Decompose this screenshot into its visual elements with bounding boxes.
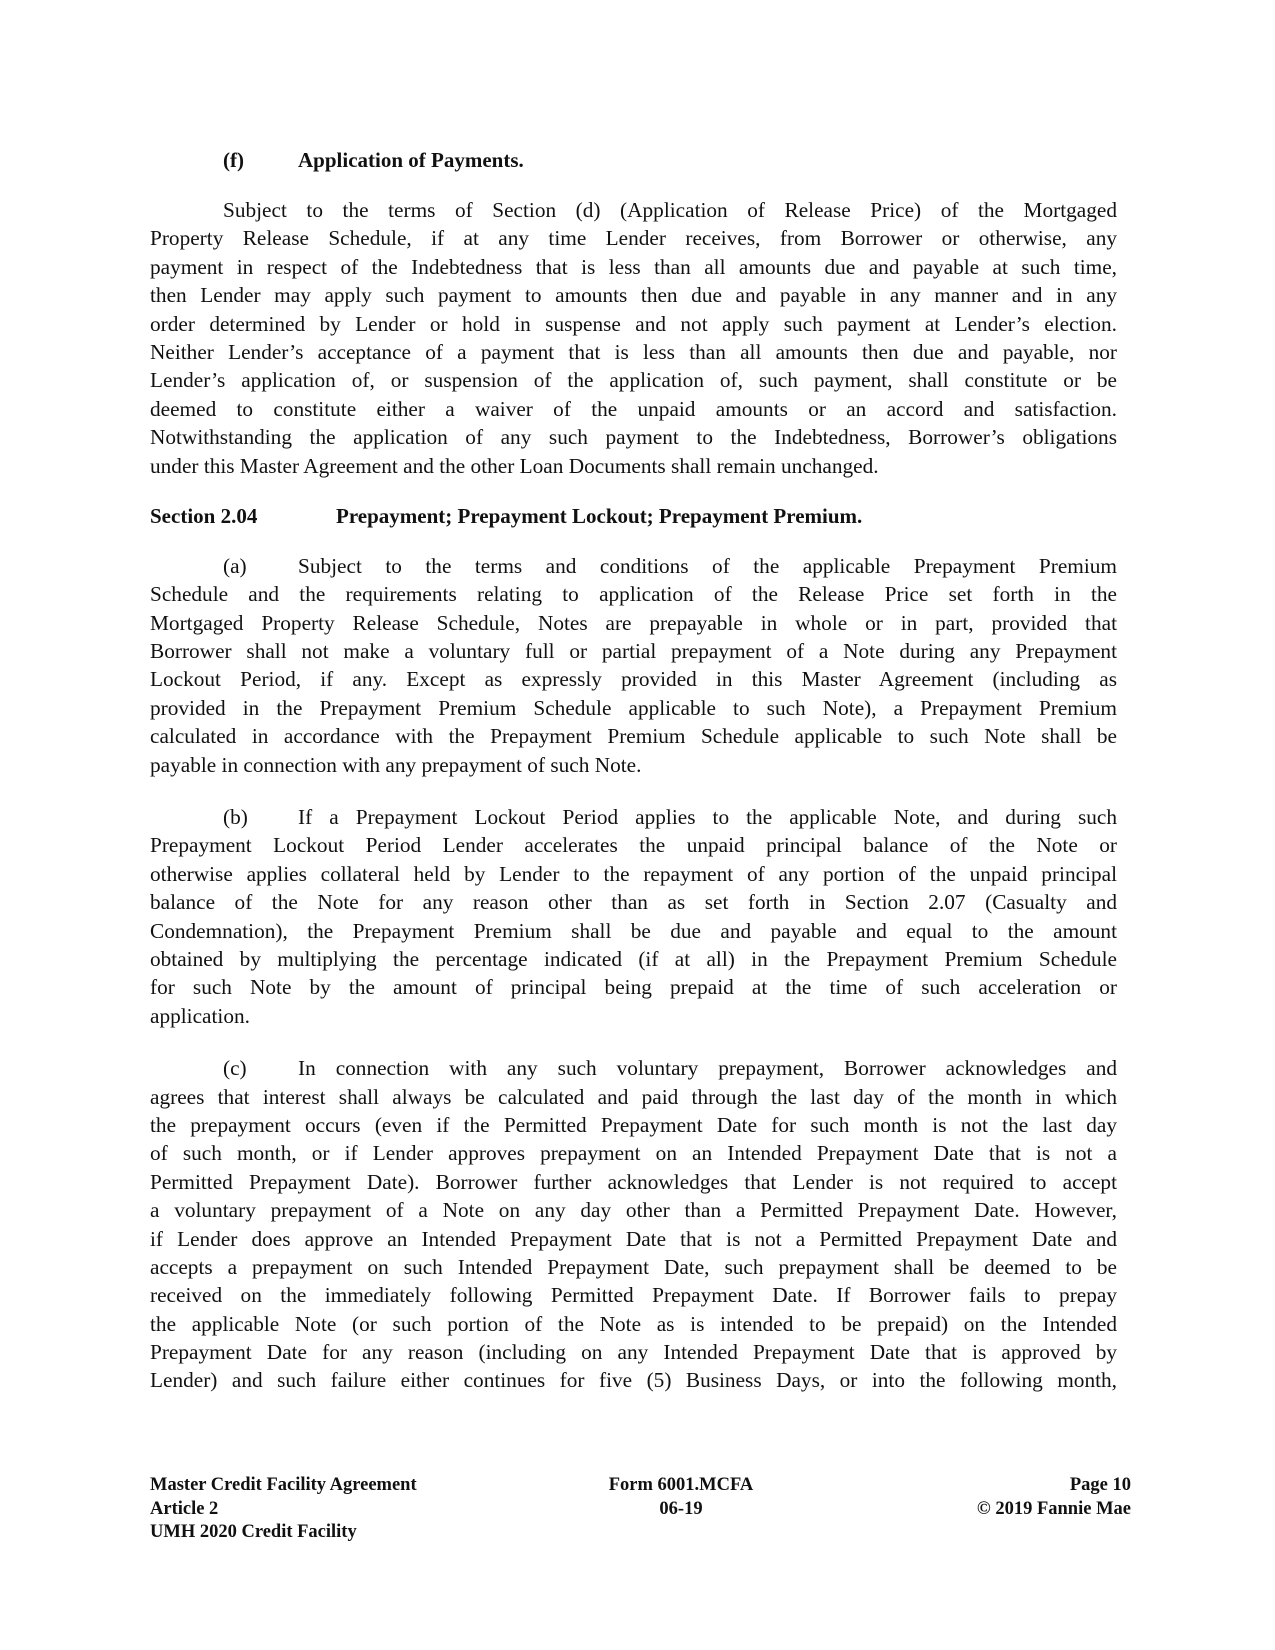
paragraph-line: if Lender does approve an Intended Prepayment Date that is not a Permitted Prepayment Date and [150, 1226, 1117, 1251]
paragraph-line: accepts a prepayment on such Intended Prepayment Date, such prepayment shall be deemed to be [150, 1254, 1117, 1279]
document-body [150, 146, 1117, 1395]
section-title: Prepayment; Prepayment Lockout; Prepayment Premium. [336, 503, 863, 528]
footer-copyright: © 2019 Fannie Mae [976, 1498, 1131, 1519]
paragraph-line: Lockout Period, if any. Except as expressly provided in this Master Agreement (including as [150, 667, 1117, 692]
paragraph-a [150, 552, 1117, 779]
footer-form-date: 06-19 [659, 1498, 703, 1519]
paragraph-line: application. [150, 1003, 250, 1028]
paragraph-line: payable in connection with any prepayment of such Note. [150, 752, 642, 777]
paragraph-line-text: In connection with any such voluntary prepayment, Borrower acknowledges and [298, 1056, 1117, 1081]
footer-facility-name: UMH 2020 Credit Facility [150, 1522, 357, 1542]
footer-form-number: Form 6001.MCFA [608, 1475, 754, 1495]
paragraph-line: Property Release Schedule, if at any time Lender receives, from Borrower or otherwise, any [150, 226, 1117, 251]
paragraph-line: otherwise applies collateral held by Lender to the repayment of any portion of the unpaid principal [150, 861, 1117, 886]
paragraph-line: payment in respect of the Indebtedness that is less than all amounts due and payable at such time, [150, 254, 1117, 279]
paragraph-line [150, 552, 1117, 580]
paragraph-line: the applicable Note (or such portion of the Note as is intended to be prepaid) on the Intended [150, 1311, 1117, 1336]
paragraph-line: under this Master Agreement and the other Loan Documents shall remain unchanged. [150, 453, 879, 478]
paragraph-line: Lender) and such failure either continues for five (5) Business Days, or into the following month, [150, 1368, 1117, 1393]
paragraph-line: order determined by Lender or hold in suspense and not apply such payment at Lender’s election. [150, 311, 1117, 336]
paragraph-line: Prepayment Date for any reason (including on any Intended Prepayment Date that is approved by [150, 1340, 1117, 1365]
section-2-04-heading [150, 502, 1117, 530]
subsection-f-title: Application of Payments. [298, 148, 524, 172]
paragraph-line: of such month, or if Lender approves prepayment on an Intended Prepayment Date that is not a [150, 1141, 1117, 1166]
paragraph-line: Lender’s application of, or suspension of the application of, such payment, shall constitute or be [150, 368, 1117, 393]
paragraph-line: agrees that interest shall always be calculated and paid through the last day of the month in which [150, 1084, 1117, 1109]
paragraph-line: Condemnation), the Prepayment Premium shall be due and payable and equal to the amount [150, 918, 1117, 943]
paragraph-line: deemed to constitute either a waiver of the unpaid amounts or an accord and satisfaction. [150, 396, 1117, 421]
paragraph-line: a voluntary prepayment of a Note on any day other than a Permitted Prepayment Date. However, [150, 1198, 1117, 1223]
paragraph-line: Borrower shall not make a voluntary full or partial prepayment of a Note during any Prepayment [150, 639, 1117, 664]
subsection-f-paragraph [150, 196, 1117, 480]
footer-agreement-name: Master Credit Facility Agreement [150, 1475, 417, 1495]
paragraph-line: Notwithstanding the application of any such payment to the Indebtedness, Borrower’s obligations [150, 425, 1117, 450]
paragraph-line: provided in the Prepayment Premium Schedule applicable to such Note), a Prepayment Premium [150, 695, 1117, 720]
section-number: Section 2.04 [150, 503, 258, 528]
paragraph-line: Neither Lender’s acceptance of a payment that is less than all amounts then due and payable, nor [150, 339, 1117, 364]
subsection-f-heading [150, 146, 1117, 174]
paragraph-line: obtained by multiplying the percentage indicated (if at all) in the Prepayment Premium Schedule [150, 946, 1117, 971]
footer-left [150, 1474, 417, 1545]
paragraph-line: for such Note by the amount of principal being prepaid at the time of such acceleration or [150, 975, 1117, 1000]
paragraph-a-label: (a) [223, 553, 247, 578]
paragraph-line: Schedule and the requirements relating to application of the Release Price set forth in the [150, 582, 1117, 607]
paragraph-line: Subject to the terms of Section (d) (Application of Release Price) of the Mortgaged [223, 198, 1117, 222]
paragraph-line: calculated in accordance with the Prepayment Premium Schedule applicable to such Note shall be [150, 724, 1117, 749]
paragraph-b-label: (b) [223, 805, 248, 830]
footer-page-number: Page 10 [1069, 1475, 1131, 1495]
paragraph-c-label: (c) [223, 1056, 247, 1081]
paragraph-line: the prepayment occurs (even if the Permitted Prepayment Date for such month is not the last day [150, 1112, 1117, 1137]
paragraph-b [150, 803, 1117, 1030]
paragraph-line: Permitted Prepayment Date). Borrower further acknowledges that Lender is not required to accept [150, 1169, 1117, 1194]
paragraph-line: then Lender may apply such payment to amounts then due and payable in any manner and in any [150, 283, 1117, 308]
footer-right [900, 1474, 1131, 1521]
paragraph-line-text: If a Prepayment Lockout Period applies to the applicable Note, and during such [298, 805, 1117, 830]
paragraph-line: received on the immediately following Permitted Prepayment Date. If Borrower fails to prepay [150, 1283, 1117, 1308]
subsection-f-label: (f) [223, 148, 244, 172]
paragraph-line: Prepayment Lockout Period Lender accelerates the unpaid principal balance of the Note or [150, 833, 1117, 858]
paragraph-line [150, 1054, 1117, 1082]
paragraph-line [150, 803, 1117, 831]
paragraph-line-text: Subject to the terms and conditions of the applicable Prepayment Premium [298, 553, 1117, 578]
footer-article: Article 2 [150, 1498, 219, 1519]
paragraph-line: balance of the Note for any reason other than as set forth in Section 2.07 (Casualty and [150, 890, 1117, 915]
paragraph-line: Mortgaged Property Release Schedule, Notes are prepayable in whole or in part, provided that [150, 610, 1117, 635]
paragraph-c [150, 1054, 1117, 1395]
footer-center [586, 1474, 776, 1521]
